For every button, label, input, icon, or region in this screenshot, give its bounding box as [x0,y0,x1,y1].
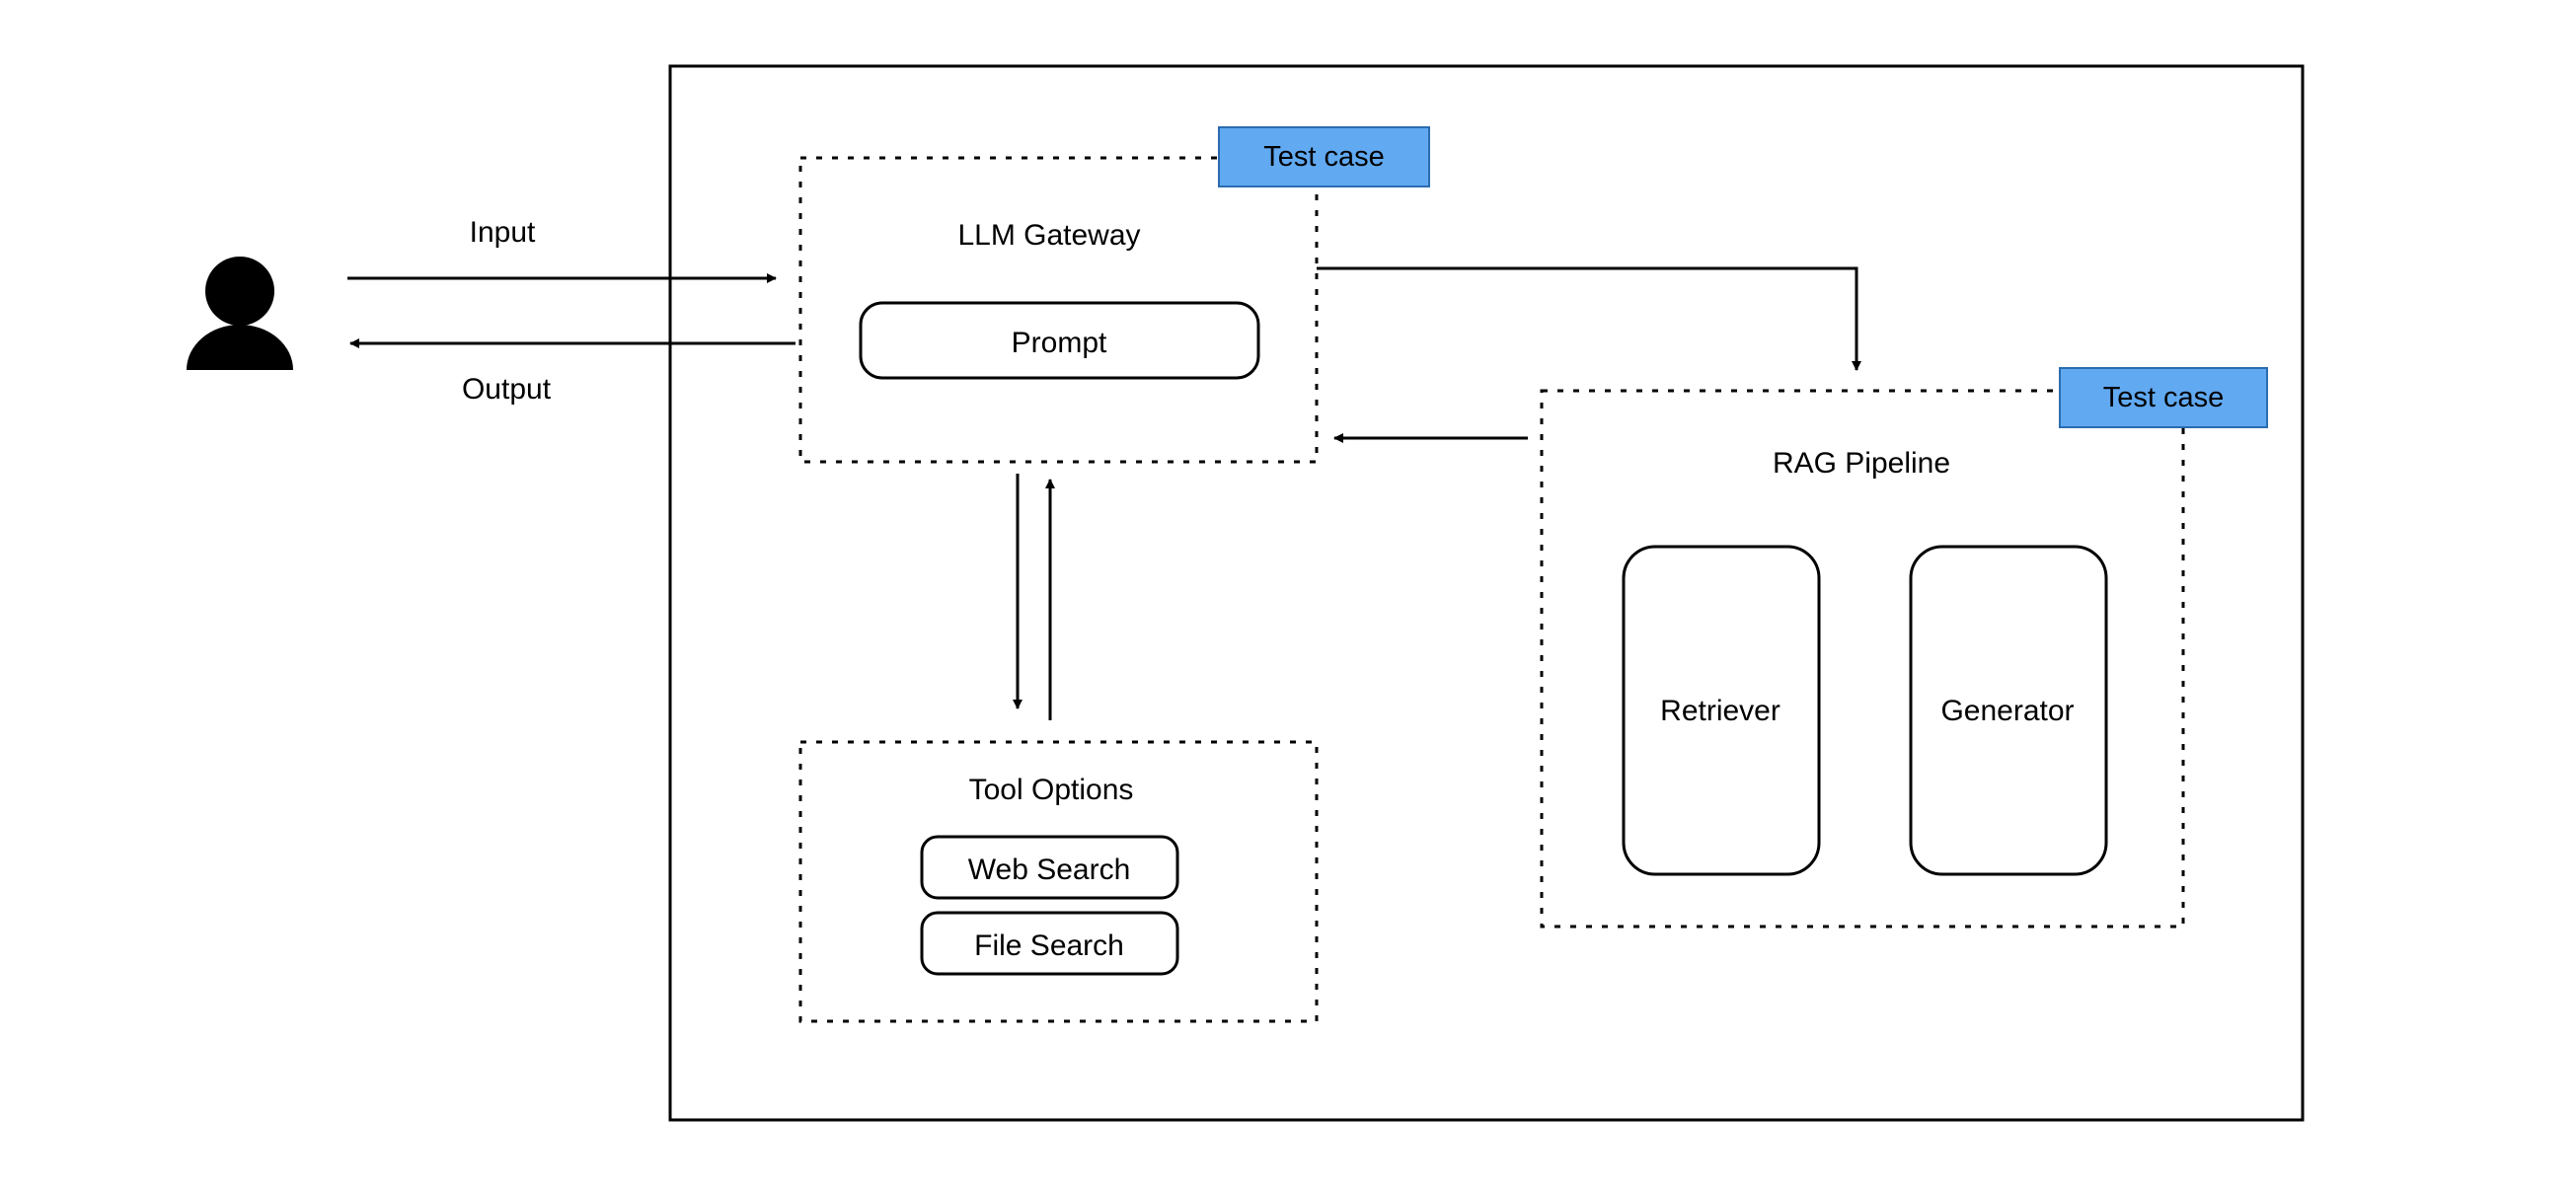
input-label: Input [469,216,536,249]
output-label: Output [461,373,552,406]
web-search-label: Web Search [967,854,1131,886]
testcase-badge-rag[interactable]: Test case [2059,367,2268,428]
person-icon [187,257,293,370]
file-search-label: File Search [974,929,1124,962]
prompt-label: Prompt [1011,327,1107,359]
tool-options-title: Tool Options [968,774,1134,806]
llm-gateway-title: LLM Gateway [957,219,1141,252]
testcase-badge-gateway[interactable]: Test case [1218,126,1430,187]
retriever-label: Retriever [1660,695,1780,727]
generator-label: Generator [1940,695,2075,727]
rag-pipeline-title: RAG Pipeline [1772,447,1951,480]
gateway-to-rag-arrow [1317,268,1856,370]
